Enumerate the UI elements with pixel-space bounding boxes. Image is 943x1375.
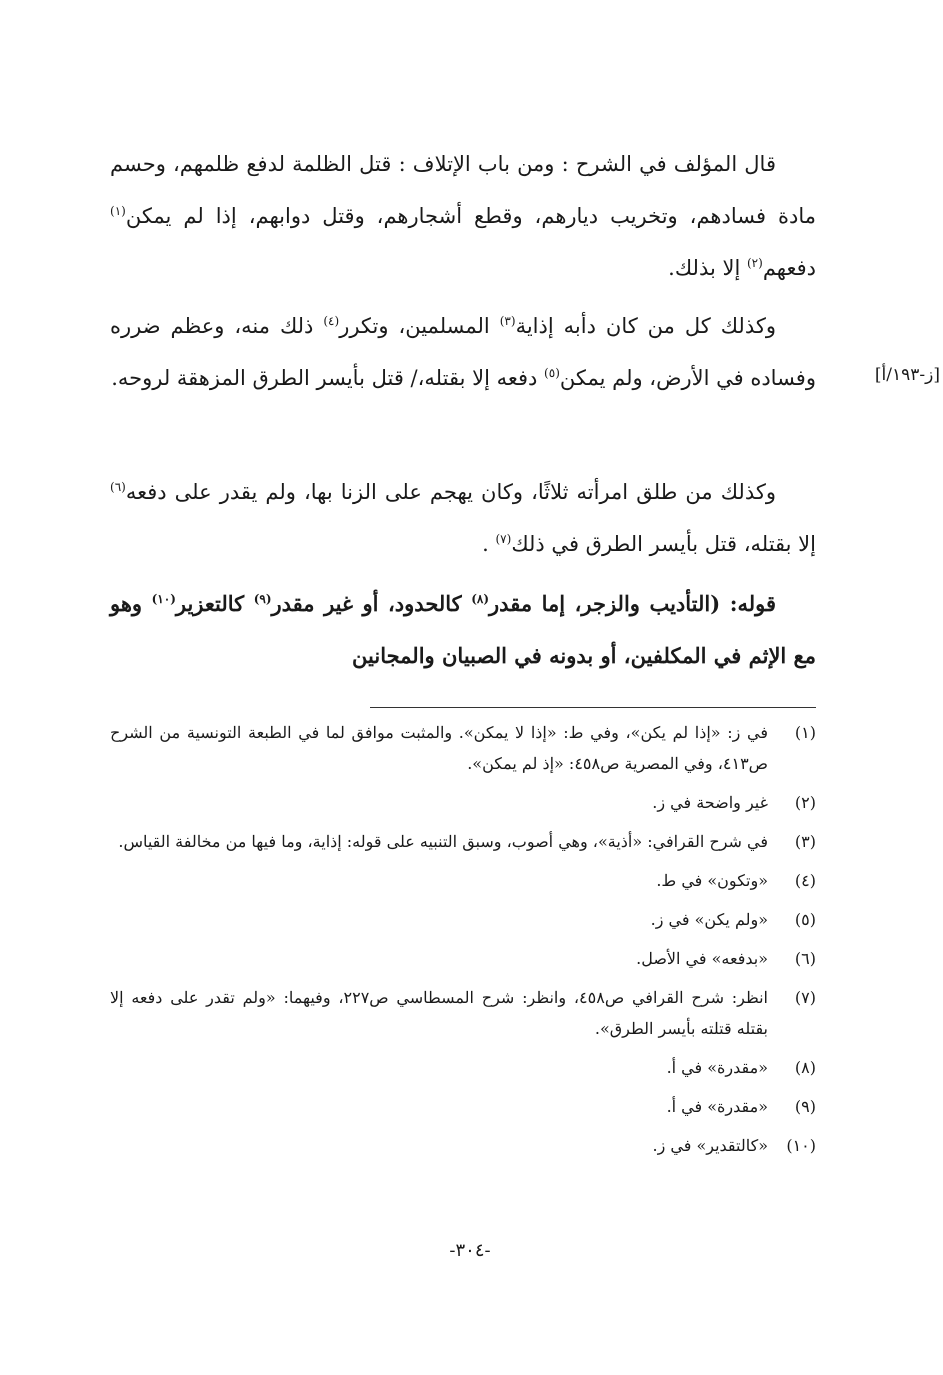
footnote-text: «بدفعه» في الأصل.	[636, 949, 768, 968]
footnote-number: (٢)	[794, 793, 816, 812]
p1-text-3: إلا بذلك.	[668, 256, 747, 280]
p3-text-2: إلا بقتله، قتل بأيسر الطرق في ذلك	[511, 532, 816, 556]
paragraph-3	[110, 466, 816, 570]
p3-text-1: وكذلك من طلق امرأته ثلاثًا، وكان يهجم على الزنا بها، ولم يقدر على دفعه	[125, 480, 776, 504]
page-number: -٣٠٤-	[449, 1240, 491, 1261]
footnote-number: (٣)	[794, 832, 816, 851]
footnote-ref-9[interactable]: (٩)	[253, 592, 272, 606]
footnote-number: (١٠)	[786, 1136, 816, 1155]
footnote-ref-6[interactable]: (٦)	[110, 480, 126, 494]
p4-text-2: كالحدود، أو غير مقدر	[271, 591, 472, 616]
footnote-text: «مقدرة» في أ.	[666, 1097, 768, 1116]
footnote-text: «كالتقدير» في ز.	[652, 1136, 768, 1155]
footnote-item	[110, 787, 816, 818]
footnote-number: (٧)	[794, 988, 816, 1007]
footnote-number: (٥)	[794, 910, 816, 929]
footnote-text: «ولم يكن» في ز.	[650, 910, 768, 929]
footnote-item	[110, 904, 816, 935]
p4-text-4: وهو مع الإثم في المكلفين، أو بدونه في الصبيان والمجانين	[110, 591, 816, 668]
p3-text-3: .	[482, 532, 496, 556]
footnote-ref-5[interactable]: (٥)	[544, 366, 560, 380]
p2-text-2: المسلمين، وتكرر	[339, 314, 500, 338]
footnote-ref-3[interactable]: (٣)	[499, 314, 516, 328]
footnote-text: انظر: شرح القرافي ص٤٥٨، وانظر: شرح المسطاسي ص٢٢٧، وفيهما: «ولم تقدر على دفعه إلا بقتله قتلته بأيسر الطرق».	[110, 988, 769, 1038]
footnote-number: (٤)	[794, 871, 816, 890]
footnote-number: (٩)	[794, 1097, 816, 1116]
p4-text-3: كالتعزير	[175, 591, 254, 616]
footnote-item	[110, 943, 816, 974]
paragraph-2	[110, 300, 816, 404]
footnote-text: في ز: «إذا لم يكن»، وفي ط: «إذا لا يمكن». والمثبت موافق لما في الطبعة التونسية من الشرح ص٤١٣، وفي المصرية ص٤٥٨: «إذ لم يمكن».	[110, 723, 768, 773]
footnote-number: (٨)	[794, 1058, 816, 1077]
footnote-ref-1[interactable]: (١)	[110, 204, 126, 218]
footnote-ref-4[interactable]: (٤)	[323, 314, 340, 328]
p2-text-1: وكذلك كل من كان دأبه إذاية	[515, 314, 776, 338]
footnote-text: «وتكون» في ط.	[656, 871, 768, 890]
footnote-item	[110, 1052, 816, 1083]
footnote-item	[110, 826, 816, 857]
footnote-ref-2[interactable]: (٢)	[746, 256, 763, 270]
footnote-item	[110, 982, 816, 1044]
footnote-item	[110, 1091, 816, 1122]
paragraph-4-quote	[110, 578, 816, 682]
footnote-item	[110, 717, 816, 779]
footnote-item	[110, 865, 816, 896]
p1-text-1: قال المؤلف في الشرح : ومن باب الإتلاف : قتل الظلمة لدفع ظلمهم، وحسم مادة فسادهم، وتخريب ديارهم، وقطع أشجارهم، وقتل دوابهم، إذا لم يمكن	[110, 152, 816, 228]
footnote-ref-10[interactable]: (١٠)	[151, 592, 176, 606]
footnotes	[110, 717, 816, 1169]
p4-text-1: قوله: (التأديب والزجر، إما مقدر	[489, 591, 776, 616]
p1-text-2: دفعهم	[762, 256, 816, 280]
paragraph-1	[110, 138, 816, 294]
footnote-separator	[370, 707, 816, 708]
footnote-text: في شرح القرافي: «أذية»، وهي أصوب، وسبق التنبيه على قوله: إذاية، وما فيها من مخالفة القياس.	[118, 832, 768, 851]
p2-text-3: ذلك منه، وعظم ضرره وفساده في الأرض، ولم يمكن	[110, 314, 816, 390]
footnote-text: «مقدرة» في أ.	[666, 1058, 768, 1077]
footnote-ref-8[interactable]: (٨)	[471, 592, 490, 606]
footnote-number: (٦)	[794, 949, 816, 968]
footnote-ref-7[interactable]: (٧)	[495, 532, 512, 546]
footnote-text: غير واضحة في ز.	[652, 793, 768, 812]
manuscript-folio-reference: [ز-١٩٣/أ]	[874, 365, 940, 385]
footnote-item	[110, 1130, 816, 1161]
p2-text-4: دفعه إلا بقتله،/ قتل بأيسر الطرق المزهقة لروحه.	[111, 366, 545, 390]
footnote-number: (١)	[794, 723, 816, 742]
